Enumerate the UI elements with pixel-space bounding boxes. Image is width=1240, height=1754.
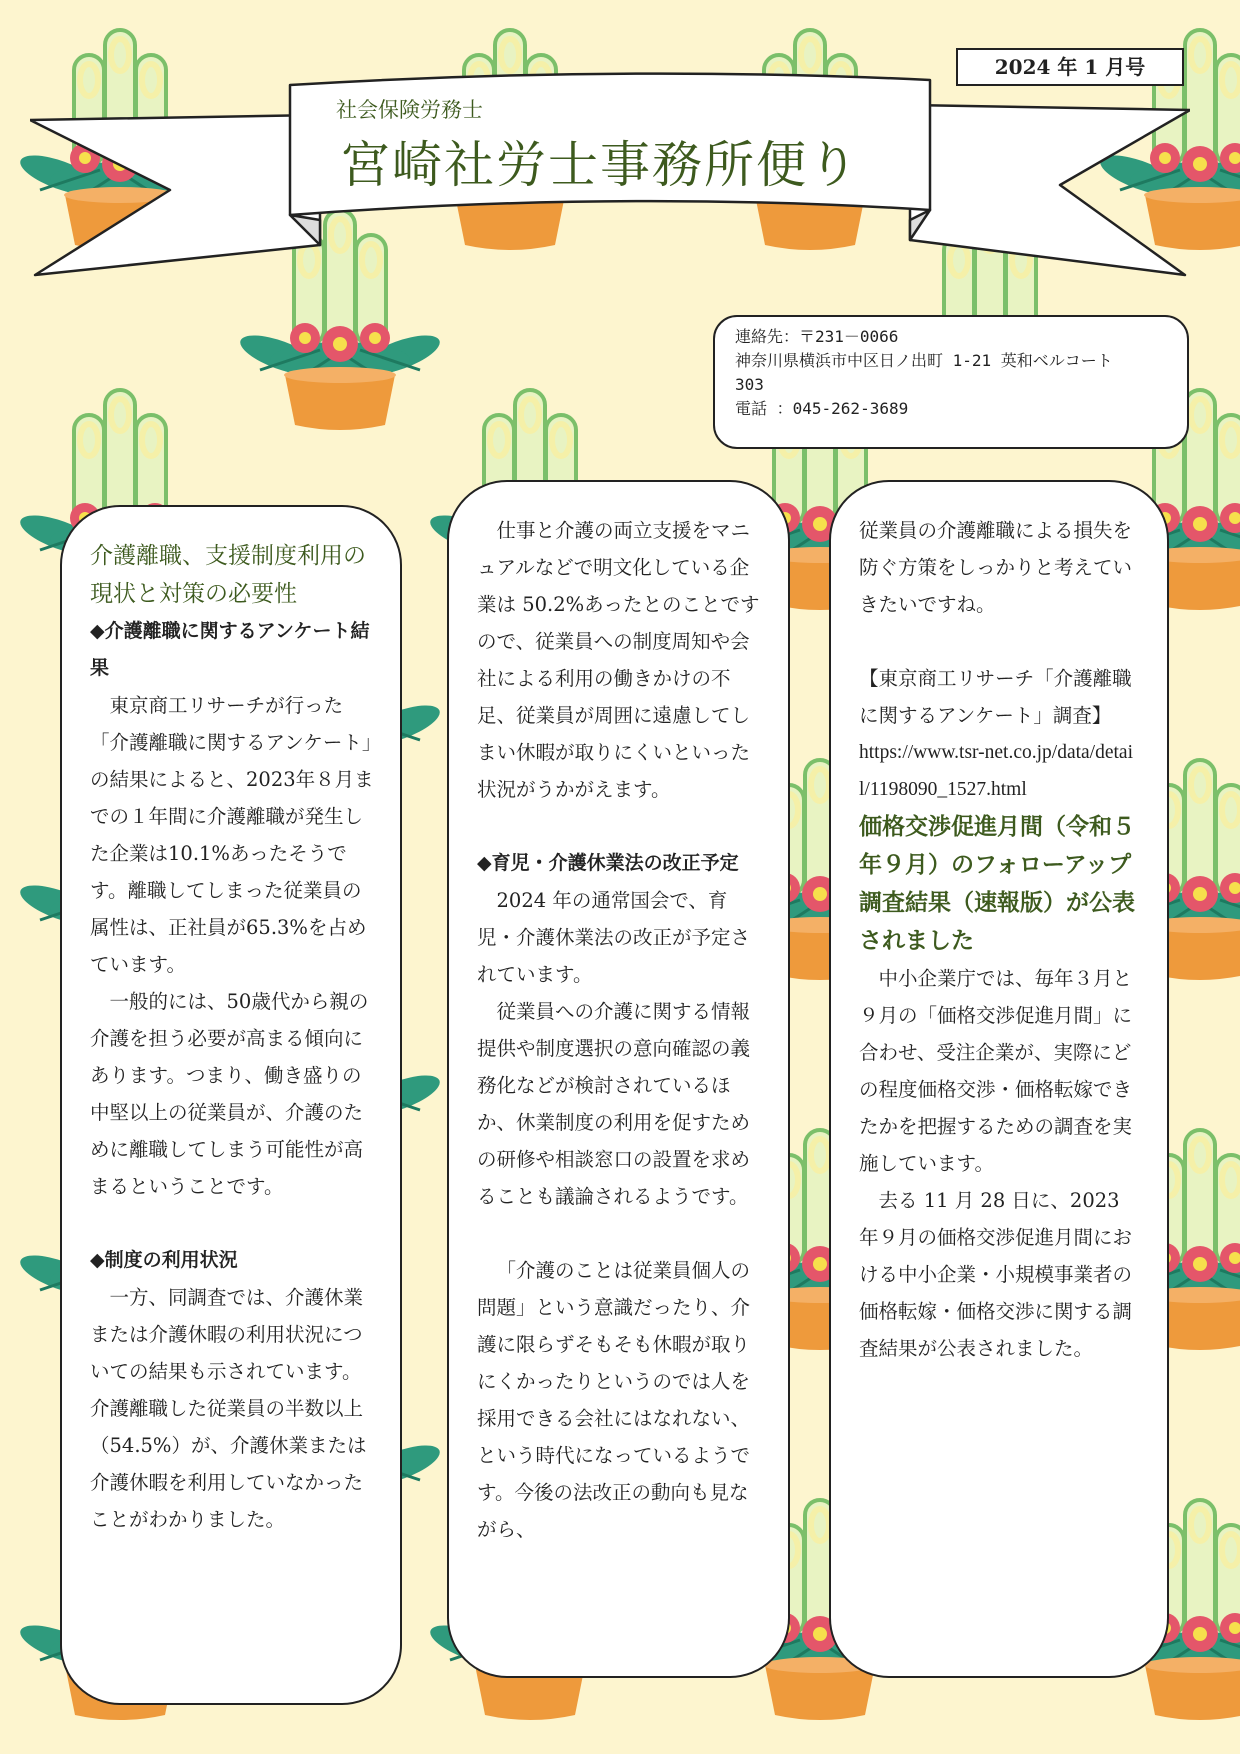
- article-title-care-leave: 介護離職、支援制度利用の現状と対策の必要性: [90, 543, 366, 607]
- article-title-price-negotiation: 価格交渉促進月間（令和５年９月）のフォローアップ調査結果（速報版）が公表されました: [859, 813, 1135, 954]
- paragraph: 従業員の介護離職による損失を防ぐ方策をしっかりと考えていきたいですね。: [859, 519, 1133, 616]
- paragraph: 一方、同調査では、介護休業または介護休暇の利用状況についての結果も示されています。介護離職した従業員の半数以上（54.5%）が、介護休業または介護休暇を利用していなかったことがわかりました。: [90, 1286, 367, 1531]
- contact-label: 連絡先：〒231－0066: [735, 327, 899, 346]
- org-subtitle: 社会保険労務士: [336, 98, 483, 122]
- paragraph: 仕事と介護の両立支援をマニュアルなどで明文化している企業は 50.2%あったとのことですので、従業員への制度周知や会社による利用の働きかけの不足、従業員が周囲に遠慮してしまい休暇が取りにくいといった状況がうかがえます。: [477, 519, 760, 801]
- source-citation: 【東京商工リサーチ「介護離職に関するアンケート」調査】: [859, 667, 1132, 727]
- paragraph: 従業員への介護に関する情報提供や制度選択の意向確認の義務化などが検討されているほか、休業制度の利用を促すための研修や相談窓口の設置を求めることも議論されるようです。: [477, 1000, 751, 1208]
- contact-address: 神奈川県横浜市中区日ノ出町 1-21 英和ベルコート: [735, 351, 1113, 370]
- paragraph: 一般的には、50歳代から親の介護を担う必要が高まる傾向にあります。つまり、働き盛りの中堅以上の従業員が、介護のために離職してしまう可能性が高まるということです。: [90, 990, 369, 1198]
- paragraph: 2024 年の通常国会で、育児・介護休業法の改正が予定されています。: [477, 889, 751, 986]
- paragraph: 中小企業庁では、毎年３月と９月の「価格交渉促進月間」に合わせ、受注企業が、実際にどの程度価格交渉・価格転嫁できたかを把握するための調査を実施しています。: [859, 967, 1133, 1175]
- section-heading-survey: ◆介護離職に関するアンケート結果: [90, 620, 370, 679]
- org-title: 宮崎社労士事務所便り: [340, 136, 860, 194]
- section-heading-law-revision: ◆育児・介護休業法の改正予定: [477, 852, 739, 874]
- contact-address-room: 303: [735, 375, 764, 394]
- column-1: [60, 505, 402, 1705]
- paragraph: 「介護のことは従業員個人の問題」という意識だったり、介護に限らずそもそも休暇が取りにくかったりというのでは人を採用できる会社にはなれない、という時代になっているようです。今後の法改正の動向も見ながら、: [477, 1259, 751, 1541]
- column-2: [447, 480, 790, 1678]
- paragraph: 去る 11 月 28 日に、2023 年９月の価格交渉促進月間における中小企業・小規模事業者の価格転嫁・価格交渉に関する調査結果が公表されました。: [859, 1189, 1133, 1360]
- contact-phone: 電話 ：045-262-3689: [735, 399, 909, 418]
- column-3: [829, 480, 1169, 1678]
- issue-date: 2024 年 1 月号: [956, 48, 1184, 86]
- source-link[interactable]: https://www.tsr-net.co.jp/data/detail/1198090_1527.html: [859, 742, 1133, 800]
- contact-box: [713, 315, 1189, 449]
- paragraph: 東京商工リサーチが行った「介護離職に関するアンケート」の結果によると、2023年８月までの１年間に介護離職が発生した企業は10.1%あったそうです。離職してしまった従業員の属性は、正社員が65.3%を占めています。: [90, 694, 374, 976]
- section-heading-usage: ◆制度の利用状況: [90, 1249, 238, 1271]
